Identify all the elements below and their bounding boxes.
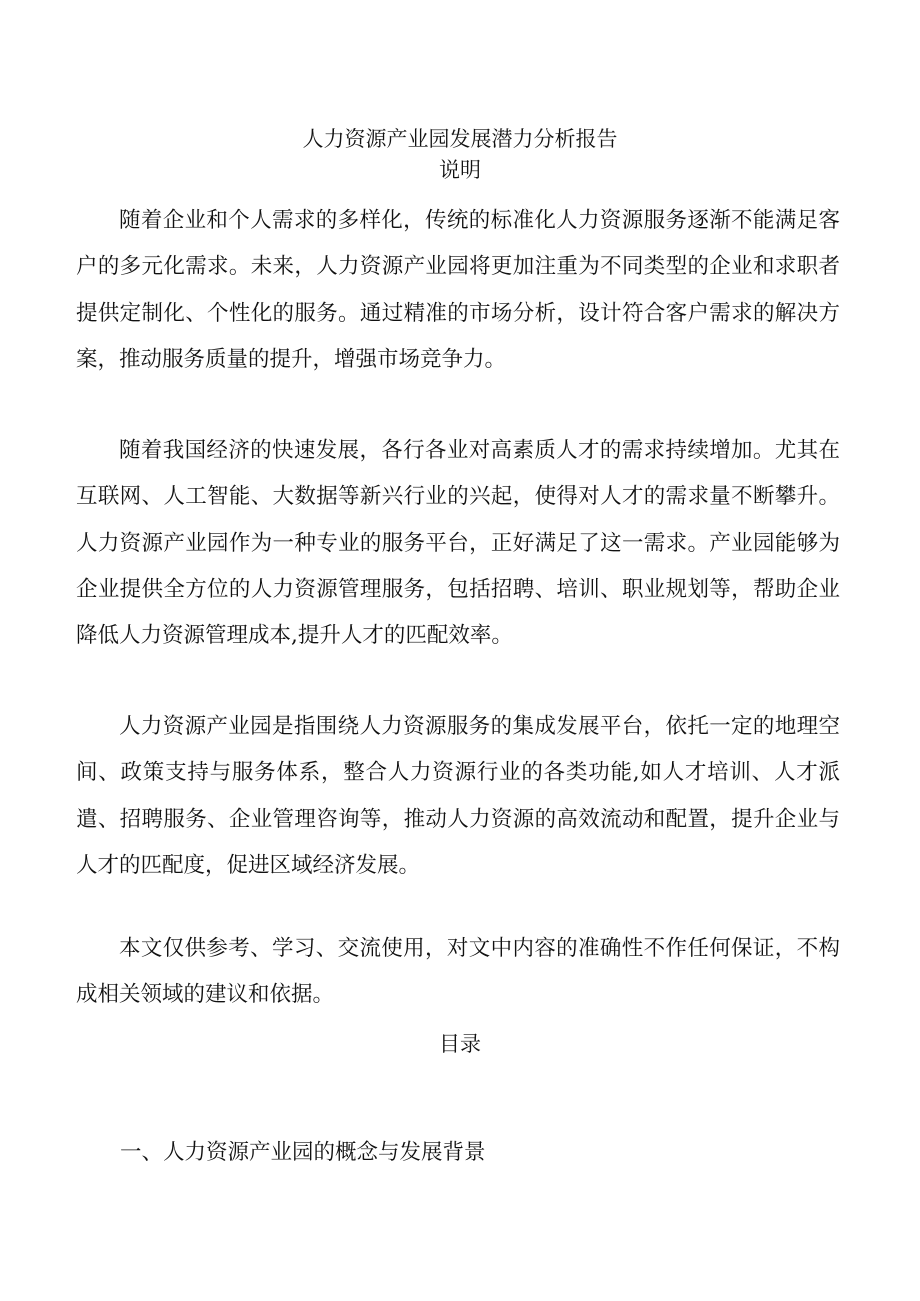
document-subtitle: 说明: [439, 158, 481, 182]
paragraph-1: 随着企业和个人需求的多样化，传统的标准化人力资源服务逐渐不能满足客户的多元化需求。未来，人力资源产业园将更加注重为不同类型的企业和求职者提供定制化、个性化的服务。通过精准的市场分析，设计符合客户需求的解决方案，推动服务质量的提升，增强市场竞争力。: [76, 208, 840, 372]
paragraph-3: 人力资源产业园是指围绕人力资源服务的集成发展平台，依托一定的地理空间、政策支持与服务体系，整合人力资源行业的各类功能,如人才培训、人才派遣、招聘服务、企业管理咨询等，推动人力资源的高效流动和配置，提升企业与人才的匹配度，促进区域经济发展。: [76, 714, 840, 878]
toc-item[interactable]: 一、人力资源产业园的概念与发展背景: [120, 1140, 486, 1165]
paragraph-2: 随着我国经济的快速发展，各行各业对高素质人才的需求持续增加。尤其在互联网、人工智能、大数据等新兴行业的兴起，使得对人才的需求量不断攀升。人力资源产业园作为一种专业的服务平台，正好满足了这一需求。产业园能够为企业提供全方位的人力资源管理服务，包括招聘、培训、职业规划等，帮助企业降低人力资源管理成本,提升人才的匹配效率。: [76, 438, 840, 649]
paragraph-4: 本文仅供参考、学习、交流使用，对文中内容的准确性不作任何保证，不构成相关领域的建议和依据。: [76, 936, 840, 1008]
document-title: 人力资源产业园发展潜力分析报告: [302, 127, 618, 151]
toc-title: 目录: [439, 1032, 481, 1056]
